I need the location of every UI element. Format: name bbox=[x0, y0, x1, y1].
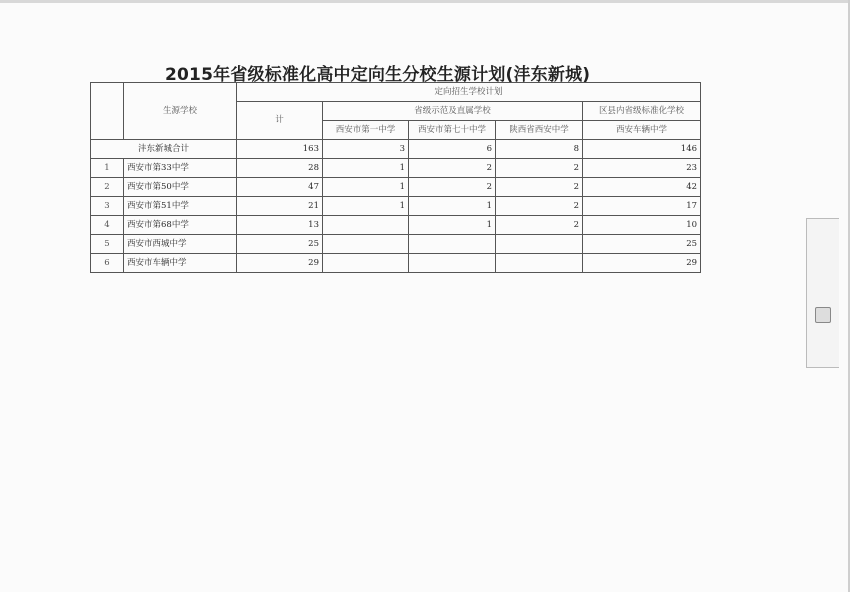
row-total: 47 bbox=[237, 178, 323, 197]
row-value: 2 bbox=[409, 178, 496, 197]
row-value: 1 bbox=[323, 178, 409, 197]
row-number: 3 bbox=[91, 197, 124, 216]
table-row bbox=[91, 254, 701, 273]
page-title: 2015年省级标准化高中定向生分校生源计划(沣东新城) bbox=[165, 65, 591, 85]
total-row-value: 146 bbox=[583, 140, 701, 159]
header-row-1 bbox=[91, 83, 701, 102]
table-row bbox=[91, 197, 701, 216]
row-school: 西安市第33中学 bbox=[124, 159, 237, 178]
row-total: 21 bbox=[237, 197, 323, 216]
row-value bbox=[496, 235, 583, 254]
row-total: 28 bbox=[237, 159, 323, 178]
header-provincial-group: 省级示范及直属学校 bbox=[323, 102, 583, 121]
row-value: 1 bbox=[409, 197, 496, 216]
row-total: 29 bbox=[237, 254, 323, 273]
header-school-3: 陕西省西安中学 bbox=[496, 121, 583, 140]
row-value: 1 bbox=[409, 216, 496, 235]
row-number: 6 bbox=[91, 254, 124, 273]
row-value: 42 bbox=[583, 178, 701, 197]
header-school-4: 西安车辆中学 bbox=[583, 121, 701, 140]
table-row bbox=[91, 235, 701, 254]
table-row bbox=[91, 159, 701, 178]
scan-side-tab bbox=[806, 218, 839, 368]
header-school-2: 西安市第七十中学 bbox=[409, 121, 496, 140]
row-value: 1 bbox=[323, 159, 409, 178]
row-school: 西安市西城中学 bbox=[124, 235, 237, 254]
row-value: 10 bbox=[583, 216, 701, 235]
row-value: 25 bbox=[583, 235, 701, 254]
total-row-value: 6 bbox=[409, 140, 496, 159]
row-value bbox=[496, 254, 583, 273]
total-row-value: 8 bbox=[496, 140, 583, 159]
header-source-school: 生源学校 bbox=[124, 83, 237, 140]
table-row bbox=[91, 178, 701, 197]
header-plan-group: 定向招生学校计划 bbox=[237, 83, 701, 102]
header-no-cell bbox=[91, 83, 124, 140]
table-row bbox=[91, 216, 701, 235]
row-value: 29 bbox=[583, 254, 701, 273]
plan-table bbox=[90, 82, 701, 273]
row-value bbox=[409, 254, 496, 273]
row-number: 1 bbox=[91, 159, 124, 178]
total-row-total: 163 bbox=[237, 140, 323, 159]
row-value: 17 bbox=[583, 197, 701, 216]
row-number: 4 bbox=[91, 216, 124, 235]
row-value: 2 bbox=[496, 197, 583, 216]
row-value: 2 bbox=[409, 159, 496, 178]
row-value bbox=[409, 235, 496, 254]
image-icon bbox=[815, 307, 831, 323]
header-district-group: 区县内省级标准化学校 bbox=[583, 102, 701, 121]
row-value bbox=[323, 254, 409, 273]
total-row-label: 沣东新城合计 bbox=[91, 140, 237, 159]
row-value: 23 bbox=[583, 159, 701, 178]
total-row bbox=[91, 140, 701, 159]
row-total: 13 bbox=[237, 216, 323, 235]
scan-edge-top bbox=[0, 0, 850, 3]
row-total: 25 bbox=[237, 235, 323, 254]
header-total: 计 bbox=[237, 102, 323, 140]
row-value: 2 bbox=[496, 178, 583, 197]
row-number: 5 bbox=[91, 235, 124, 254]
header-school-1: 西安市第一中学 bbox=[323, 121, 409, 140]
row-value: 2 bbox=[496, 216, 583, 235]
row-school: 西安市车辆中学 bbox=[124, 254, 237, 273]
row-value: 1 bbox=[323, 197, 409, 216]
total-row-value: 3 bbox=[323, 140, 409, 159]
row-number: 2 bbox=[91, 178, 124, 197]
row-value: 2 bbox=[496, 159, 583, 178]
row-value bbox=[323, 216, 409, 235]
row-school: 西安市第68中学 bbox=[124, 216, 237, 235]
row-value bbox=[323, 235, 409, 254]
row-school: 西安市第51中学 bbox=[124, 197, 237, 216]
row-school: 西安市第50中学 bbox=[124, 178, 237, 197]
